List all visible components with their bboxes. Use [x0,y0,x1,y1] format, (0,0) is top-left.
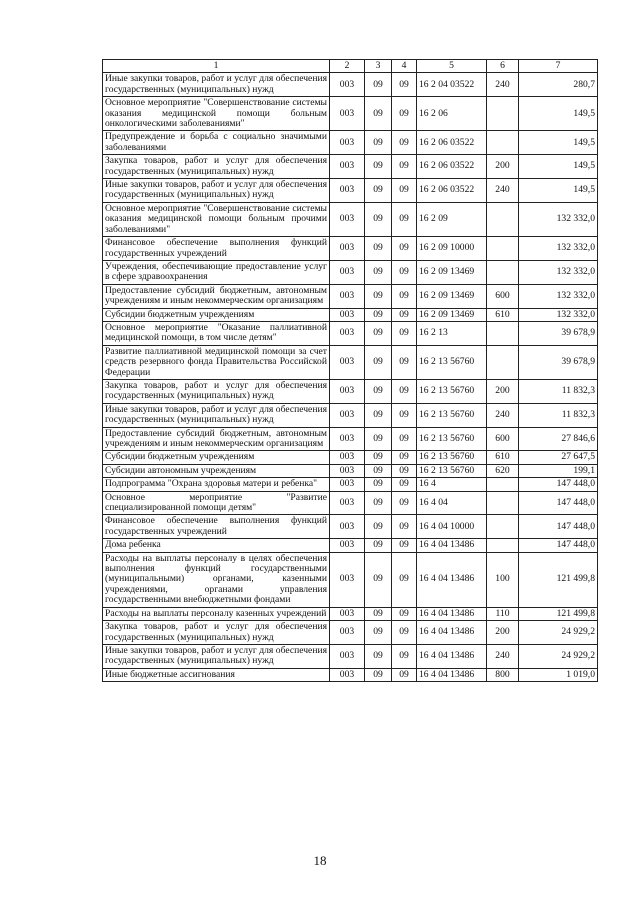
row-expense-type-cell: 800 [487,668,519,681]
row-expense-type-cell [487,478,519,491]
table-row [103,379,598,403]
row-name-cell: Основное мероприятие "Совершенствование системы оказания медицинской помощи больным прочими заболеваниями" [103,202,330,236]
row-name-cell: Финансовое обеспечение выполнения функций государственных учреждений [103,237,330,261]
row-name-cell: Дома ребенка [103,539,330,552]
row-expense-type-cell [487,539,519,552]
row-target-article-cell: 16 4 04 [417,491,487,515]
row-name-cell: Основное мероприятие "Совершенствование системы оказания медицинской помощи больным онкологическими заболеваниями" [103,97,330,131]
row-code-cell: 003 [330,260,365,284]
row-name-cell: Расходы на выплаты персоналу в целях обеспечения выполнения функций государственными (муниципальными) органами, казенными учреждениями, органами управления государственными внебюджетными фондами [103,552,330,607]
row-subsection-cell: 09 [392,155,417,179]
row-target-article-cell: 16 2 06 [417,97,487,131]
row-target-article-cell: 16 2 13 56760 [417,403,487,427]
row-target-article-cell: 16 4 04 13486 [417,621,487,645]
row-name-cell: Закупка товаров, работ и услуг для обеспечения государственных (муниципальных) нужд [103,155,330,179]
row-code-cell: 003 [330,668,365,681]
row-expense-type-cell: 240 [487,403,519,427]
row-section-cell: 09 [365,607,392,620]
row-code-cell: 003 [330,202,365,236]
row-subsection-cell: 09 [392,491,417,515]
row-expense-type-cell: 200 [487,621,519,645]
row-name-cell: Предоставление субсидий бюджетным, автономным учреждениям и иным некоммерческим организациям [103,427,330,451]
row-name-cell: Иные закупки товаров, работ и услуг для обеспечения государственных (муниципальных) нужд [103,179,330,203]
row-amount-cell: 1 019,0 [519,668,598,681]
row-section-cell: 09 [365,491,392,515]
row-amount-cell: 11 832,3 [519,379,598,403]
row-section-cell: 09 [365,308,392,321]
row-target-article-cell: 16 2 09 [417,202,487,236]
row-name-cell: Иные бюджетные ассигнования [103,668,330,681]
row-code-cell: 003 [330,155,365,179]
row-section-cell: 09 [365,97,392,131]
row-target-article-cell: 16 4 04 13486 [417,668,487,681]
table-row [103,321,598,345]
row-code-cell: 003 [330,73,365,97]
table-row [103,515,598,539]
row-expense-type-cell: 240 [487,179,519,203]
row-name-cell: Подпрограмма "Охрана здоровья матери и ребенка" [103,478,330,491]
row-section-cell: 09 [365,379,392,403]
row-amount-cell: 147 448,0 [519,539,598,552]
row-expense-type-cell: 110 [487,607,519,620]
row-amount-cell: 149,5 [519,131,598,155]
row-amount-cell: 121 499,8 [519,552,598,607]
row-code-cell: 003 [330,644,365,668]
row-target-article-cell: 16 2 13 56760 [417,451,487,464]
row-name-cell: Закупка товаров, работ и услуг для обеспечения государственных (муниципальных) нужд [103,379,330,403]
row-target-article-cell: 16 2 09 13469 [417,308,487,321]
row-amount-cell: 27 647,5 [519,451,598,464]
row-section-cell: 09 [365,451,392,464]
budget-table [102,59,598,682]
row-expense-type-cell [487,131,519,155]
table-row [103,478,598,491]
row-amount-cell: 147 448,0 [519,491,598,515]
row-target-article-cell: 16 4 04 13486 [417,539,487,552]
row-subsection-cell: 09 [392,260,417,284]
row-subsection-cell: 09 [392,73,417,97]
page-number: 18 [313,853,327,868]
table-row [103,539,598,552]
row-amount-cell: 121 499,8 [519,607,598,620]
row-subsection-cell: 09 [392,478,417,491]
row-subsection-cell: 09 [392,464,417,477]
row-code-cell: 003 [330,451,365,464]
row-expense-type-cell: 240 [487,73,519,97]
table-row [103,179,598,203]
header-cell: 6 [487,60,519,73]
row-section-cell: 09 [365,155,392,179]
row-amount-cell: 24 929,2 [519,621,598,645]
row-subsection-cell: 09 [392,237,417,261]
row-subsection-cell: 09 [392,345,417,379]
row-name-cell: Субсидии бюджетным учреждениям [103,308,330,321]
row-expense-type-cell [487,321,519,345]
row-amount-cell: 39 678,9 [519,345,598,379]
row-target-article-cell: 16 4 04 13486 [417,552,487,607]
row-target-article-cell: 16 4 04 13486 [417,644,487,668]
row-code-cell: 003 [330,464,365,477]
row-amount-cell: 147 448,0 [519,478,598,491]
row-code-cell: 003 [330,515,365,539]
row-target-article-cell: 16 2 13 56760 [417,345,487,379]
table-row [103,668,598,681]
row-name-cell: Предупреждение и борьба с социально значимыми заболеваниями [103,131,330,155]
table-row [103,284,598,308]
row-section-cell: 09 [365,321,392,345]
header-cell: 7 [519,60,598,73]
row-name-cell: Финансовое обеспечение выполнения функций государственных учреждений [103,515,330,539]
row-section-cell: 09 [365,284,392,308]
row-expense-type-cell: 200 [487,155,519,179]
row-subsection-cell: 09 [392,131,417,155]
table-row [103,308,598,321]
row-section-cell: 09 [365,621,392,645]
row-section-cell: 09 [365,478,392,491]
row-code-cell: 003 [330,308,365,321]
row-section-cell: 09 [365,515,392,539]
row-subsection-cell: 09 [392,308,417,321]
header-cell: 3 [365,60,392,73]
table-row [103,644,598,668]
row-section-cell: 09 [365,131,392,155]
row-code-cell: 003 [330,491,365,515]
row-name-cell: Субсидии автономным учреждениям [103,464,330,477]
row-name-cell: Иные закупки товаров, работ и услуг для обеспечения государственных (муниципальных) нужд [103,73,330,97]
row-code-cell: 003 [330,321,365,345]
table-row [103,131,598,155]
row-amount-cell: 149,5 [519,97,598,131]
row-name-cell: Основное мероприятие "Оказание паллиативной медицинской помощи, в том числе детям" [103,321,330,345]
row-amount-cell: 24 929,2 [519,644,598,668]
row-subsection-cell: 09 [392,607,417,620]
row-subsection-cell: 09 [392,403,417,427]
row-expense-type-cell: 610 [487,451,519,464]
row-code-cell: 003 [330,621,365,645]
row-expense-type-cell [487,345,519,379]
row-target-article-cell: 16 2 13 [417,321,487,345]
table-row [103,491,598,515]
row-amount-cell: 132 332,0 [519,237,598,261]
row-expense-type-cell [487,491,519,515]
row-section-cell: 09 [365,403,392,427]
row-section-cell: 09 [365,345,392,379]
row-target-article-cell: 16 2 13 56760 [417,464,487,477]
table-row [103,345,598,379]
row-amount-cell: 11 832,3 [519,403,598,427]
row-target-article-cell: 16 2 13 56760 [417,427,487,451]
row-target-article-cell: 16 2 09 13469 [417,284,487,308]
row-expense-type-cell: 620 [487,464,519,477]
row-name-cell: Иные закупки товаров, работ и услуг для обеспечения государственных (муниципальных) нужд [103,644,330,668]
row-target-article-cell: 16 2 06 03522 [417,131,487,155]
row-expense-type-cell: 200 [487,379,519,403]
row-name-cell: Учреждения, обеспечивающие предоставление услуг в сфере здравоохранения [103,260,330,284]
table-header-row [103,60,598,73]
row-code-cell: 003 [330,379,365,403]
row-name-cell: Субсидии бюджетным учреждениям [103,451,330,464]
row-target-article-cell: 16 2 06 03522 [417,155,487,179]
row-section-cell: 09 [365,644,392,668]
row-expense-type-cell [487,97,519,131]
table-row [103,403,598,427]
row-subsection-cell: 09 [392,202,417,236]
row-expense-type-cell [487,237,519,261]
row-section-cell: 09 [365,237,392,261]
row-amount-cell: 132 332,0 [519,260,598,284]
row-target-article-cell: 16 4 [417,478,487,491]
row-code-cell: 003 [330,427,365,451]
row-code-cell: 003 [330,345,365,379]
row-expense-type-cell: 100 [487,552,519,607]
row-target-article-cell: 16 2 09 13469 [417,260,487,284]
row-section-cell: 09 [365,668,392,681]
row-section-cell: 09 [365,73,392,97]
table-row [103,427,598,451]
table-row [103,451,598,464]
row-subsection-cell: 09 [392,539,417,552]
row-code-cell: 003 [330,607,365,620]
row-expense-type-cell: 600 [487,284,519,308]
row-section-cell: 09 [365,464,392,477]
header-cell: 2 [330,60,365,73]
row-amount-cell: 199,1 [519,464,598,477]
table-row [103,552,598,607]
table-body [103,73,598,682]
row-subsection-cell: 09 [392,515,417,539]
row-section-cell: 09 [365,179,392,203]
row-amount-cell: 149,5 [519,179,598,203]
row-name-cell: Расходы на выплаты персоналу казенных учреждений [103,607,330,620]
row-amount-cell: 147 448,0 [519,515,598,539]
row-code-cell: 003 [330,131,365,155]
row-code-cell: 003 [330,237,365,261]
row-amount-cell: 280,7 [519,73,598,97]
row-subsection-cell: 09 [392,621,417,645]
row-section-cell: 09 [365,552,392,607]
table-row [103,621,598,645]
header-cell: 5 [417,60,487,73]
header-cell: 4 [392,60,417,73]
row-name-cell: Основное мероприятие "Развитие специализированной помощи детям" [103,491,330,515]
row-section-cell: 09 [365,202,392,236]
row-amount-cell: 27 846,6 [519,427,598,451]
row-subsection-cell: 09 [392,451,417,464]
row-expense-type-cell [487,260,519,284]
row-expense-type-cell [487,202,519,236]
row-section-cell: 09 [365,427,392,451]
header-cell: 1 [103,60,330,73]
row-expense-type-cell: 600 [487,427,519,451]
row-amount-cell: 132 332,0 [519,284,598,308]
row-target-article-cell: 16 2 13 56760 [417,379,487,403]
row-code-cell: 003 [330,284,365,308]
row-amount-cell: 132 332,0 [519,202,598,236]
row-name-cell: Иные закупки товаров, работ и услуг для обеспечения государственных (муниципальных) нужд [103,403,330,427]
row-section-cell: 09 [365,260,392,284]
row-subsection-cell: 09 [392,427,417,451]
row-subsection-cell: 09 [392,179,417,203]
row-subsection-cell: 09 [392,644,417,668]
table-row [103,260,598,284]
row-amount-cell: 132 332,0 [519,308,598,321]
table-row [103,464,598,477]
row-code-cell: 003 [330,403,365,427]
row-subsection-cell: 09 [392,668,417,681]
row-code-cell: 003 [330,539,365,552]
row-target-article-cell: 16 2 06 03522 [417,179,487,203]
row-target-article-cell: 16 4 04 13486 [417,607,487,620]
table-row [103,97,598,131]
row-expense-type-cell: 610 [487,308,519,321]
table-row [103,607,598,620]
row-target-article-cell: 16 4 04 10000 [417,515,487,539]
row-subsection-cell: 09 [392,284,417,308]
row-subsection-cell: 09 [392,552,417,607]
row-subsection-cell: 09 [392,97,417,131]
row-amount-cell: 39 678,9 [519,321,598,345]
row-code-cell: 003 [330,97,365,131]
row-name-cell: Развитие паллиативной медицинской помощи за счет средств резервного фонда Правительства Российской Федерации [103,345,330,379]
row-code-cell: 003 [330,478,365,491]
row-target-article-cell: 16 2 04 03522 [417,73,487,97]
row-name-cell: Предоставление субсидий бюджетным, автономным учреждениям и иным некоммерческим организациям [103,284,330,308]
table-row [103,202,598,236]
row-name-cell: Закупка товаров, работ и услуг для обеспечения государственных (муниципальных) нужд [103,621,330,645]
row-amount-cell: 149,5 [519,155,598,179]
table-row [103,73,598,97]
row-code-cell: 003 [330,179,365,203]
row-code-cell: 003 [330,552,365,607]
row-expense-type-cell: 240 [487,644,519,668]
row-target-article-cell: 16 2 09 10000 [417,237,487,261]
row-section-cell: 09 [365,539,392,552]
row-subsection-cell: 09 [392,321,417,345]
table-row [103,155,598,179]
row-subsection-cell: 09 [392,379,417,403]
table-row [103,237,598,261]
row-expense-type-cell [487,515,519,539]
